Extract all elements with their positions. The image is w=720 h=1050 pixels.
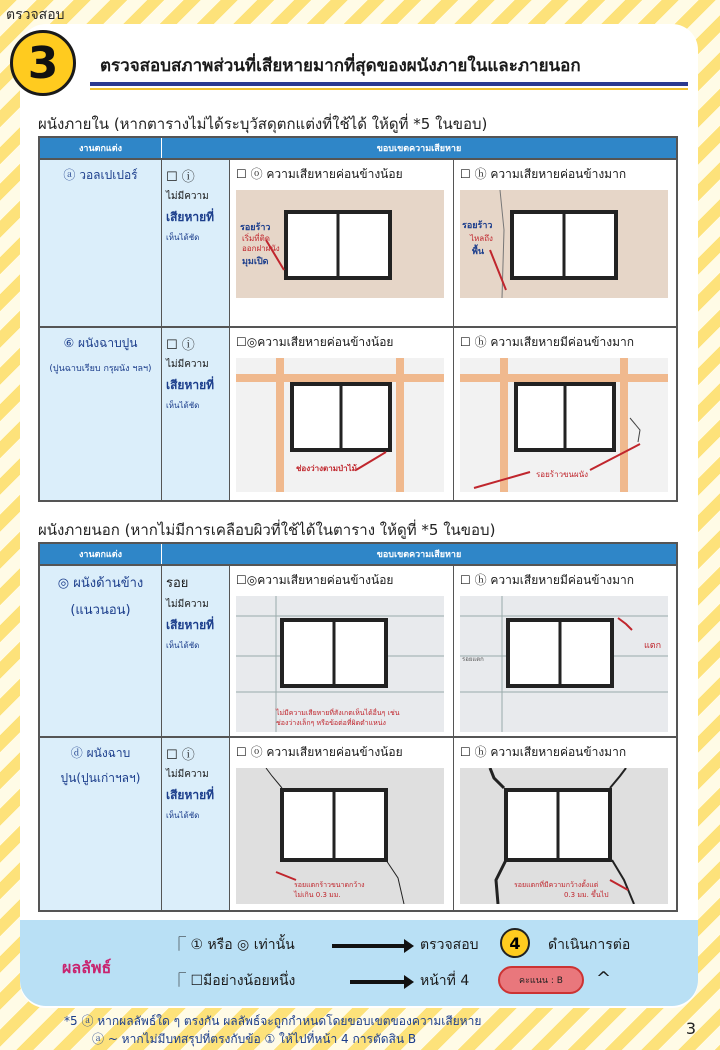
item-label: ⑥ ผนังฉาบปูน xyxy=(63,336,138,350)
result-panel xyxy=(20,920,698,1006)
minor-option[interactable] xyxy=(230,566,454,736)
annotation: รอยร้าว xyxy=(462,221,493,231)
exterior-heading: ผนังภายนอก (หากไม่มีการเคลือบผิวที่ใช้ได้ในตาราง ให้ดูที่ *5 ในขอบ) xyxy=(38,521,496,539)
annotation: ไหลถึง xyxy=(470,234,493,243)
wallpaper-major-illustration xyxy=(460,190,668,298)
table-header xyxy=(40,544,676,564)
item-sublabel: ปูน(ปูนเก่าฯลฯ) xyxy=(60,771,141,785)
none-text-3: เห็นได้ชัด xyxy=(166,641,200,650)
none-option[interactable] xyxy=(162,566,230,736)
arrow-icon xyxy=(350,980,406,984)
none-option[interactable] xyxy=(162,738,230,910)
table-row-mortar xyxy=(40,736,676,910)
corner-label: ตรวจสอบ xyxy=(6,7,65,23)
none-text-2: เสียหายที่ xyxy=(166,618,215,632)
major-option[interactable] xyxy=(454,566,676,736)
annotation: รอยแตก xyxy=(462,656,484,663)
major-checkbox-label[interactable]: ☐ ⓗ ความเสียหายมีค่อนข้างมาก xyxy=(460,573,635,587)
plaster-minor-illustration xyxy=(236,358,444,492)
checkbox-none[interactable]: ☐ ⓘ xyxy=(166,170,195,185)
annotation: ไม่มีความเสียหายที่สังเกตเห็นได้อื่นๆ เช่น xyxy=(276,709,400,717)
item-cell xyxy=(40,160,162,326)
annotation: เริ่มที่ติด xyxy=(242,234,270,243)
exterior-table xyxy=(38,542,678,912)
table-row-wallpaper xyxy=(40,158,676,326)
mortar-major-illustration xyxy=(460,768,668,904)
none-text-3: เห็นได้ชัด xyxy=(166,233,200,242)
result-label: ผลลัพธ์ xyxy=(62,958,112,977)
title-underline-accent xyxy=(90,88,688,90)
annotation: ช่องว่างเล็กๆ หรือข้อต่อที่ผิดตำแหน่ง xyxy=(276,719,386,727)
result-check: ตรวจสอบ xyxy=(420,937,479,953)
table-row-plaster xyxy=(40,326,676,500)
annotation: ไม่เกิน 0.3 มม. xyxy=(294,891,341,899)
none-text-1: ไม่มีความ xyxy=(166,191,209,202)
mortar-minor-illustration xyxy=(236,768,444,904)
minor-checkbox-label[interactable]: ☐◎ความเสียหายค่อนข้างน้อย xyxy=(236,335,394,349)
siding-major-illustration xyxy=(460,596,668,732)
footnote-1: *5 ⓐ หากผลลัพธ์ใด ๆ ตรงกัน ผลลัพธ์จะถูกกำหนดโดยขอบเขตของความเสียหาย xyxy=(64,1014,482,1028)
page-number: 3 xyxy=(685,1019,696,1038)
interior-table xyxy=(38,136,678,502)
table-header xyxy=(40,138,676,158)
item-sublabel: (แนวนอน) xyxy=(70,603,131,618)
minor-option[interactable] xyxy=(230,738,454,910)
item-cell xyxy=(40,566,162,736)
major-checkbox-label[interactable]: ☐ ⓗ ความเสียหายมีค่อนข้างมาก xyxy=(460,335,635,349)
annotation: รอยแตกร้าวขนาดกว้าง xyxy=(294,881,365,889)
minor-checkbox-label[interactable]: ☐ ⓞ ความเสียหายค่อนข้างน้อย xyxy=(236,167,403,181)
annotation: รอยร้าวขนผนัง xyxy=(536,470,589,479)
checkbox-none[interactable]: รอย xyxy=(166,576,189,591)
window-drawing xyxy=(460,596,668,732)
page-title: ตรวจสอบสภาพส่วนที่เสียหายมากที่สุดของผนังภายในและภายนอก xyxy=(100,56,581,76)
checkbox-none[interactable]: ☐ ⓘ xyxy=(166,748,195,763)
result-line-2: ⎾ ☐มีอย่างน้อยหนึ่ง xyxy=(172,973,296,989)
major-checkbox-label[interactable]: ☐ ⓗ ความเสียหายค่อนข้างมาก xyxy=(460,167,627,181)
none-option[interactable] xyxy=(162,160,230,326)
caret-icon: ^ xyxy=(596,968,612,989)
table-row-siding xyxy=(40,564,676,736)
interior-heading: ผนังภายใน (หากตารางไม่ได้ระบุวัสดุตกแต่งที่ใช้ได้ ให้ดูที่ *5 ในขอบ) xyxy=(38,115,488,133)
none-text-1: ไม่มีความ xyxy=(166,359,209,370)
item-label: ⓐ วอลเปเปอร์ xyxy=(63,168,138,182)
none-text-1: ไม่มีความ xyxy=(166,599,209,610)
item-label: ◎ ผนังด้านข้าง xyxy=(57,576,144,591)
major-option[interactable] xyxy=(454,328,676,500)
item-label: ⓓ ผนังฉาบ xyxy=(70,746,131,760)
footnote-2: ⓐ ~ หากไม่มีบทสรุปที่ตรงกับข้อ ① ให้ไปที่หน้า 4 การตัดสิน B xyxy=(92,1032,417,1046)
annotation: รอยแตกที่มีความกว้างตั้งแต่ xyxy=(514,881,599,889)
result-line-1: ⎾ ① หรือ ◎ เท่านั้น xyxy=(172,937,295,953)
checkbox-none[interactable]: ☐ ⓘ xyxy=(166,338,195,353)
major-option[interactable] xyxy=(454,160,676,326)
result-continue: ดำเนินการต่อ xyxy=(548,937,631,953)
siding-minor-illustration xyxy=(236,596,444,732)
major-option[interactable] xyxy=(454,738,676,910)
item-sublabel: (ปูนฉาบเรียบ กรุผนัง ฯลฯ) xyxy=(49,364,152,374)
none-text-2: เสียหายที่ xyxy=(166,378,215,392)
annotation: ออกฝาผนัง xyxy=(242,244,280,253)
minor-checkbox-label[interactable]: ☐◎ความเสียหายค่อนข้างน้อย xyxy=(236,573,394,587)
minor-checkbox-label[interactable]: ☐ ⓞ ความเสียหายค่อนข้างน้อย xyxy=(236,745,403,759)
annotation: พื้น xyxy=(472,247,485,257)
none-text-1: ไม่มีความ xyxy=(166,769,209,780)
title-underline xyxy=(90,82,688,86)
annotation: 0.3 มม. ขึ้นไป xyxy=(564,891,609,899)
none-text-3: เห็นได้ชัด xyxy=(166,401,200,410)
major-checkbox-label[interactable]: ☐ ⓗ ความเสียหายค่อนข้างมาก xyxy=(460,745,627,759)
annotation: ช่องว่างตามป่าไม้ xyxy=(296,464,357,473)
step-4-badge: 4 xyxy=(500,928,530,958)
step-badge: 3 xyxy=(10,30,76,96)
none-text-2: เสียหายที่ xyxy=(166,788,215,802)
plaster-major-illustration xyxy=(460,358,668,492)
item-cell xyxy=(40,328,162,500)
col-item-header: งานตกแต่ง xyxy=(40,138,162,158)
annotation: แตก xyxy=(644,641,662,651)
annotation: มุมเปิด xyxy=(242,257,269,267)
item-cell xyxy=(40,738,162,910)
col-scope-header: ขอบเขตความเสียหาย xyxy=(376,550,462,560)
wallpaper-minor-illustration xyxy=(236,190,444,298)
result-page-ref: หน้าที่ 4 xyxy=(420,973,470,989)
minor-option[interactable] xyxy=(230,328,454,500)
col-item-header: งานตกแต่ง xyxy=(40,544,162,564)
none-option[interactable] xyxy=(162,328,230,500)
arrow-icon xyxy=(332,944,406,948)
none-text-2: เสียหายที่ xyxy=(166,210,215,224)
minor-option[interactable] xyxy=(230,160,454,326)
score-badge: คะแนน : B xyxy=(498,966,584,994)
none-text-3: เห็นได้ชัด xyxy=(166,811,200,820)
col-scope-header: ขอบเขตความเสียหาย xyxy=(376,144,462,154)
annotation: รอยร้าว xyxy=(240,223,271,233)
